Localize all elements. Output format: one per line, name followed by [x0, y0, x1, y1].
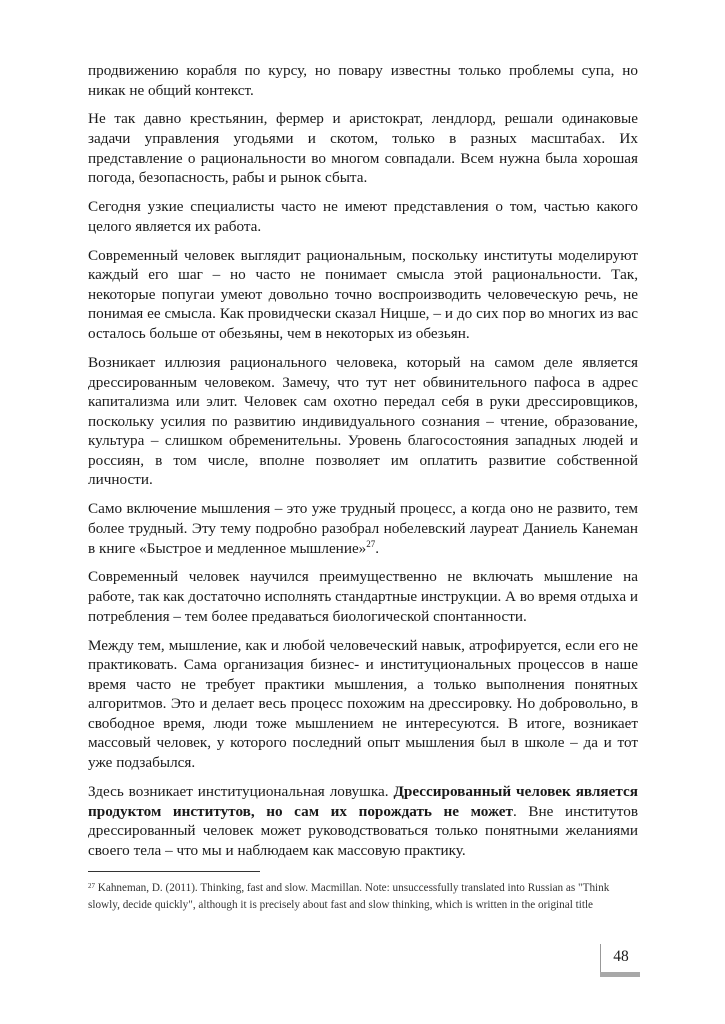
page-number-bar — [600, 972, 640, 977]
paragraph: Не так давно крестьянин, фермер и аристократ, лендлорд, решали одинаковые задачи управления угодьями и скотом, только в разных масштабах. Их представление о рациональности во многом совпадали. Всем нужна была хорошая погода, безопасность, рабы и рынок сбыта. — [88, 110, 638, 187]
footnote-divider — [88, 871, 260, 872]
paragraph: Современный человек научился преимущественно не включать мышление на работе, так как достаточно исполнять стандартные инструкции. А во время отдыха и потребления – тем более предаваться биологической спонтанности. — [88, 568, 638, 625]
paragraph: продвижению корабля по курсу, но повару известны только проблемы супа, но никак не общий контекст. — [88, 62, 638, 99]
page-body — [88, 61, 638, 870]
paragraph-kahneman: Само включение мышления – это уже трудный процесс, а когда оно не развито, тем более трудный. Эту тему подробно разобрал нобелевский лауреат Даниель Канеман в книге «Быстрое и медленное мышление»$^{27}$. — [88, 500, 638, 557]
paragraph-final — [88, 782, 638, 860]
paragraph-end: . Вне институтов дрессированный человек может руководствоваться только понятными желаниями своего тела – что мы и наблюдаем как массовую практику. — [88, 802, 638, 859]
page-number: 48 — [613, 948, 629, 965]
bold-statement: Дрессированный человек является продуктом институтов, но сам их порождать не может — [88, 782, 638, 820]
footnote-number: 27 — [88, 882, 95, 890]
paragraph-text: Само включение мышления – это уже трудный процесс, а когда оно не развито, тем более трудный. Эту тему подробно разобрал нобелевский лауреат Даниель Канеман в книге «Быстрое и медленное мышление» — [88, 500, 638, 557]
page-number-divider — [600, 944, 601, 972]
paragraph: Сегодня узкие специалисты часто не имеют представления о том, частью какого целого является их работа. — [88, 198, 638, 235]
footnote — [88, 880, 640, 913]
footnote-ref[interactable]: 27 — [366, 538, 376, 549]
footnote-text: Kahneman, D. (2011). Thinking, fast and slow. Macmillan. Note: unsuccessfully translated into Russian as "Think slowly, decide quickly", although it is precisely about fast and slow thinking, which is written in the original title — [88, 882, 610, 911]
paragraph: Современный человек выглядит рациональным, поскольку институты моделируют каждый его шаг – но часто не понимает смысла этой рациональности. Так, некоторые попугаи умеют довольно точно воспроизводить человеческую речь, не понимая ее смысла. Как провидчески сказал Ницше, – и до сих пор во многих из вас осталось больше от обезьяны, чем в некоторых из обезьян. — [88, 246, 638, 343]
paragraph: Возникает иллюзия рационального человека, который на самом деле является дрессированным человеком. Замечу, что тут нет обвинительного пафоса в адрес капитализма или элит. Человек сам охотно передал себя в руки дрессировщиков, поскольку усилия по развитию индивидуального сознания – чтение, образование, культура – слишком обременительны. Уровень благосостояния западных людей и россиян, в том числе, вполне позволяет им оплатить развитие собственной личности. — [88, 353, 638, 489]
paragraph: Между тем, мышление, как и любой человеческий навык, атрофируется, если его не практиковать. Сама организация бизнес- и институциональных процессов в наше время часто не требует практики мышления, а только выполнения понятных алгоритмов. Это и делает весь процесс похожим на дрессировку. Но добровольно, в свободное время, люди тоже мышлением не интересуются. В итоге, возникает массовый человек, у которого последний опыт мышления был в школе – да и тот уже подзабылся. — [88, 636, 638, 772]
paragraph-start: Здесь возникает институциональная ловушка. — [88, 782, 394, 800]
